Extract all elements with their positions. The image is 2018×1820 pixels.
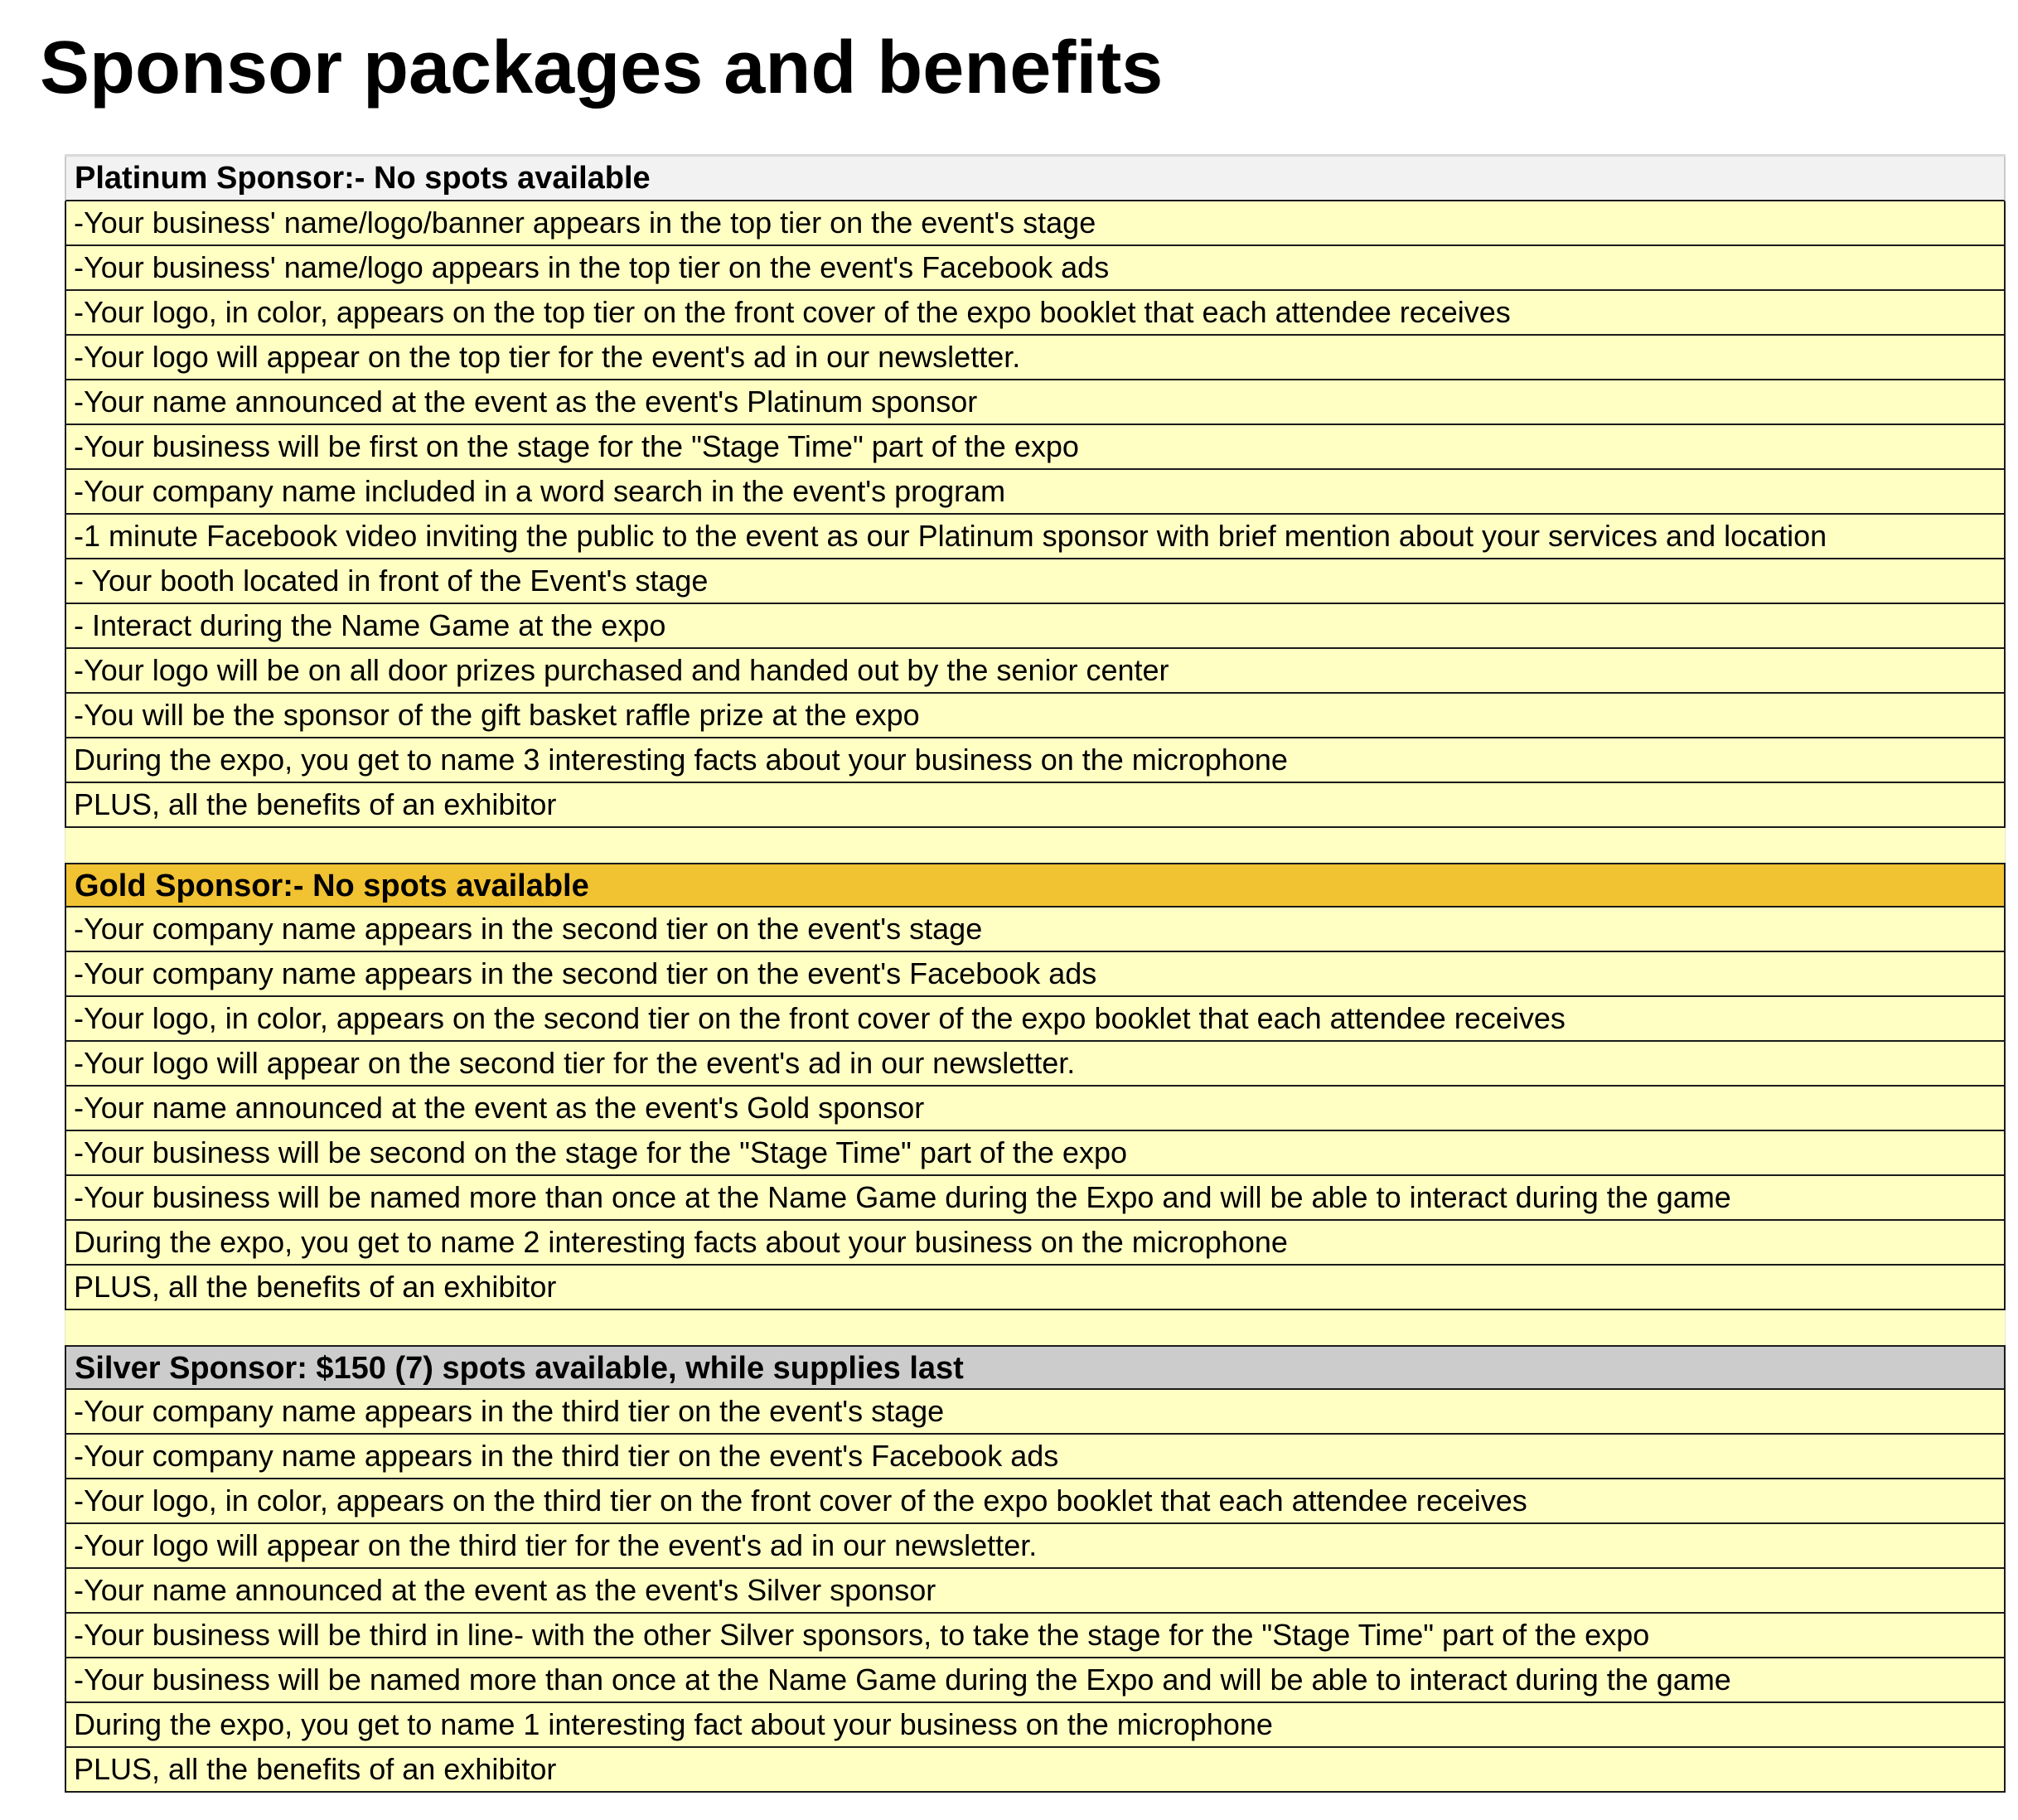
gold-sponsor-section <box>65 863 2006 1310</box>
benefit-row: -Your company name appears in the third tier on the event's Facebook ads <box>65 1435 2006 1479</box>
benefit-row: -Your logo, in color, appears on the third tier on the front cover of the expo booklet that each attendee receives <box>65 1479 2006 1524</box>
benefit-row: -Your logo, in color, appears on the second tier on the front cover of the expo booklet that each attendee receives <box>65 997 2006 1042</box>
benefit-row: -Your name announced at the event as the event's Platinum sponsor <box>65 380 2006 425</box>
benefit-row: -Your company name appears in the third tier on the event's stage <box>65 1390 2006 1435</box>
benefit-row: -Your logo will appear on the second tier for the event's ad in our newsletter. <box>65 1042 2006 1087</box>
benefit-row: During the expo, you get to name 2 interesting facts about your business on the microphone <box>65 1221 2006 1266</box>
section-spacer <box>65 828 2006 863</box>
benefit-row: -Your business will be second on the stage for the "Stage Time" part of the expo <box>65 1131 2006 1176</box>
benefit-row: -Your business will be third in line- with the other Silver sponsors, to take the stage for the "Stage Time" part of the expo <box>65 1614 2006 1658</box>
gold-sponsor-header: Gold Sponsor:- No spots available <box>65 863 2006 908</box>
benefit-row: -Your business' name/logo/banner appears in the top tier on the event's stage <box>65 201 2006 246</box>
benefit-row: - Your booth located in front of the Event's stage <box>65 559 2006 604</box>
page-title: Sponsor packages and benefits <box>40 27 1164 109</box>
platinum-sponsor-header: Platinum Sponsor:- No spots available <box>65 157 2006 201</box>
benefit-row: -Your name announced at the event as the event's Gold sponsor <box>65 1087 2006 1131</box>
benefit-row: -Your business will be named more than once at the Name Game during the Expo and will be able to interact during the game <box>65 1176 2006 1221</box>
benefit-row: During the expo, you get to name 3 interesting facts about your business on the microphone <box>65 738 2006 783</box>
benefit-row: -Your company name included in a word search in the event's program <box>65 470 2006 515</box>
section-spacer <box>65 1310 2006 1345</box>
platinum-sponsor-section <box>65 157 2006 828</box>
benefit-row: -1 minute Facebook video inviting the public to the event as our Platinum sponsor with brief mention about your services and location <box>65 515 2006 559</box>
benefit-row: -Your logo will appear on the top tier for the event's ad in our newsletter. <box>65 336 2006 380</box>
benefit-row: During the expo, you get to name 1 interesting fact about your business on the microphone <box>65 1703 2006 1748</box>
sponsor-table <box>65 154 2006 1793</box>
benefit-row: -Your logo will be on all door prizes purchased and handed out by the senior center <box>65 649 2006 694</box>
benefit-row: -Your name announced at the event as the event's Silver sponsor <box>65 1569 2006 1614</box>
benefit-row: -Your logo, in color, appears on the top tier on the front cover of the expo booklet that each attendee receives <box>65 291 2006 336</box>
silver-sponsor-header: Silver Sponsor: $150 (7) spots available, while supplies last <box>65 1345 2006 1390</box>
benefit-row: -You will be the sponsor of the gift basket raffle prize at the expo <box>65 694 2006 738</box>
benefit-row: -Your company name appears in the second tier on the event's Facebook ads <box>65 952 2006 997</box>
benefit-row: PLUS, all the benefits of an exhibitor <box>65 783 2006 828</box>
benefit-row: -Your logo will appear on the third tier for the event's ad in our newsletter. <box>65 1524 2006 1569</box>
benefit-row: PLUS, all the benefits of an exhibitor <box>65 1748 2006 1793</box>
benefit-row: PLUS, all the benefits of an exhibitor <box>65 1266 2006 1310</box>
benefit-row: -Your business will be named more than once at the Name Game during the Expo and will be able to interact during the game <box>65 1658 2006 1703</box>
benefit-row: -Your business will be first on the stage for the "Stage Time" part of the expo <box>65 425 2006 470</box>
silver-sponsor-section <box>65 1345 2006 1793</box>
benefit-row: -Your business' name/logo appears in the top tier on the event's Facebook ads <box>65 246 2006 291</box>
benefit-row: -Your company name appears in the second tier on the event's stage <box>65 908 2006 952</box>
benefit-row: - Interact during the Name Game at the expo <box>65 604 2006 649</box>
